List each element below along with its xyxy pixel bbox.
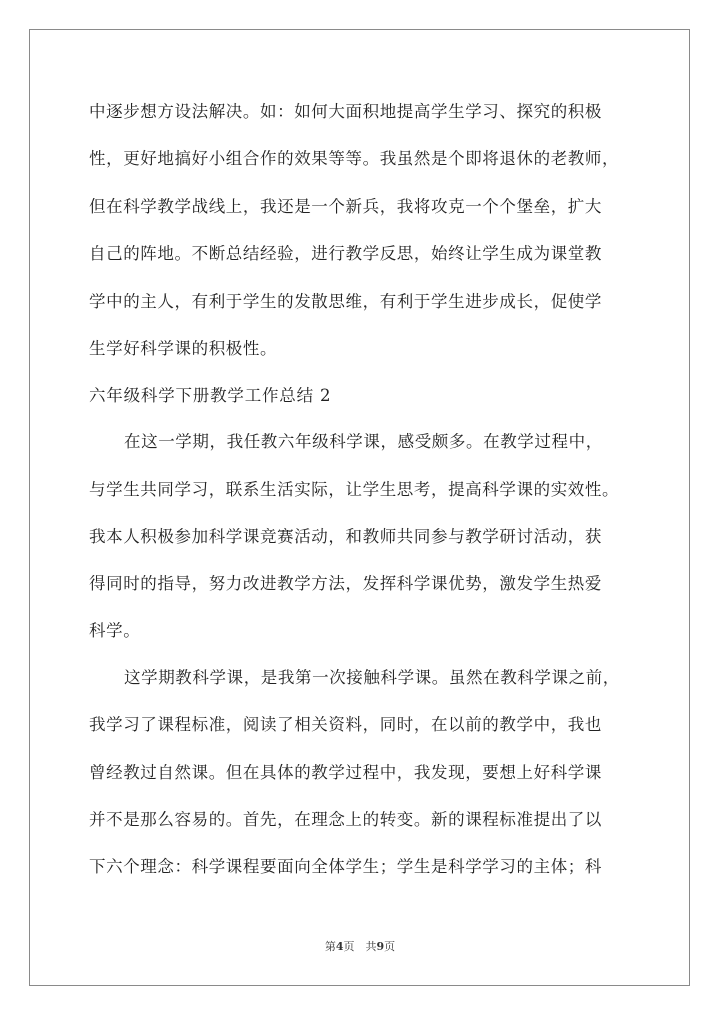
- total-page-number: 9: [376, 940, 385, 953]
- footer-prefix: 第: [324, 940, 336, 953]
- footer-suffix: 页: [384, 940, 396, 953]
- paragraph-1-line-1: 中逐步想方设法解决。如：如何大面积地提高学生学习、探究的积极: [89, 102, 602, 121]
- paragraph-2-line-2: 与学生共同学习，联系生活实际，让学生思考，提高科学课的实效性。: [89, 480, 620, 499]
- current-page-number: 4: [335, 940, 344, 953]
- paragraph-1-line-2: 性，更好地搞好小组合作的效果等等。我虽然是个即将退休的老教师，: [89, 149, 620, 168]
- paragraph-1-line-6: 生学好科学课的积极性。: [89, 339, 278, 358]
- paragraph-3-line-3: 曾经教过自然课。但在具体的教学过程中，我发现，要想上好科学课: [89, 763, 602, 782]
- paragraph-1-line-4: 自己的阵地。不断总结经验，进行教学反思，始终让学生成为课堂教: [89, 244, 602, 263]
- paragraph-3-line-4: 并不是那么容易的。首先，在理念上的转变。新的课程标准提出了以: [89, 810, 602, 829]
- paragraph-2-line-3: 我本人积极参加科学课竞赛活动，和教师共同参与教学研讨活动，获: [89, 527, 602, 546]
- paragraph-1-line-5: 学中的主人，有利于学生的发散思维，有利于学生进步成长，促使学: [89, 292, 602, 311]
- paragraph-2-line-4: 得同时的指导，努力改进教学方法，发挥科学课优势，激发学生热爱: [89, 574, 602, 593]
- paragraph-2-line-5: 科学。: [89, 621, 141, 640]
- section-heading: 六年级科学下册教学工作总结 2: [89, 386, 332, 405]
- page-border: [29, 29, 690, 986]
- paragraph-2-line-1: 在这一学期，我任教六年级科学课，感受颇多。在教学过程中，: [124, 432, 603, 451]
- paragraph-3-line-2: 我学习了课程标准，阅读了相关资料，同时，在以前的教学中，我也: [89, 715, 602, 734]
- paragraph-3-line-1: 这学期教科学课，是我第一次接触科学课。虽然在教科学课之前，: [124, 668, 620, 687]
- paragraph-1-line-3: 但在科学教学战线上，我还是一个新兵，我将攻克一个个堡垒，扩大: [89, 197, 602, 216]
- paragraph-3-line-5: 下六个理念：科学课程要面向全体学生；学生是科学学习的主体；科: [89, 857, 602, 876]
- page-footer: [0, 940, 720, 954]
- footer-middle: 页 共: [343, 940, 377, 953]
